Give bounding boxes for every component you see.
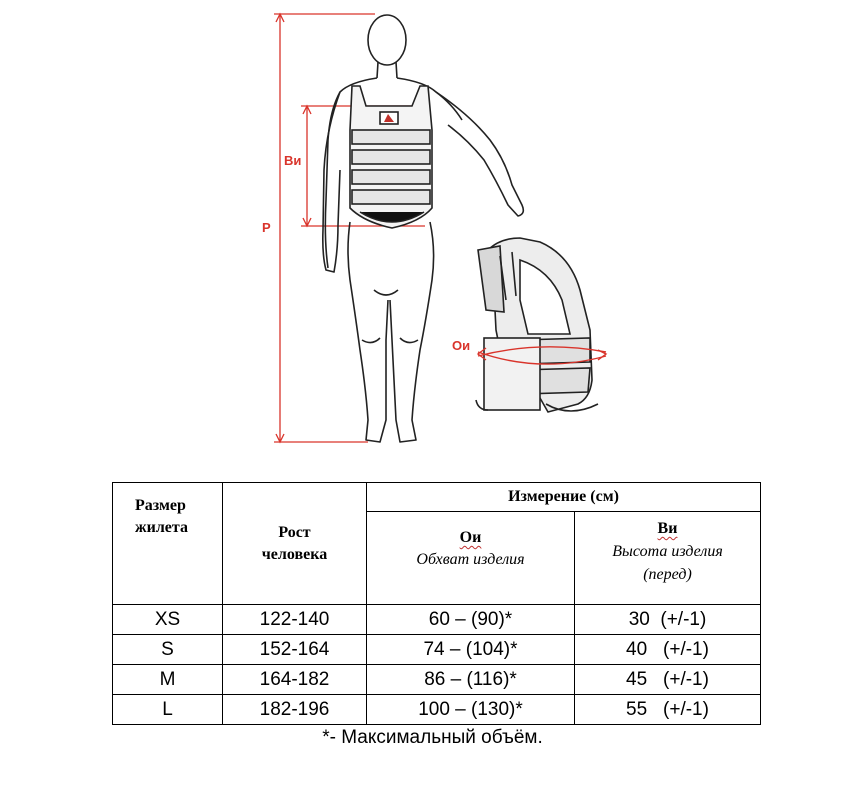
girth-cell: 86 – (116)* (367, 665, 575, 695)
girth-cell: 100 – (130)* (367, 695, 575, 725)
vest-height-column-header (575, 512, 761, 605)
height-dimension (274, 14, 375, 442)
girth-cell: 74 – (104)* (367, 635, 575, 665)
height-cell: 122-140 (223, 605, 367, 635)
vest-height-label: Ви (284, 153, 302, 168)
table-row (113, 665, 761, 695)
height-cell: 182-196 (223, 695, 367, 725)
table-row (113, 695, 761, 725)
measurement-title: Измерение (см) (508, 488, 619, 505)
size-cell: XS (113, 605, 223, 635)
girth-abbr: Ои (459, 529, 482, 546)
vest-height-cell: 40 (+/-1) (575, 635, 761, 665)
girth-column-header (367, 512, 575, 605)
vest-height-cell: 45 (+/-1) (575, 665, 761, 695)
height-column-title: Рост человека (261, 523, 328, 563)
size-column-header (113, 483, 223, 605)
vest-height-cell: 30 (+/-1) (575, 605, 761, 635)
vest-height-abbr: Ви (657, 520, 678, 537)
girth-label: Ои (452, 338, 471, 353)
size-cell: S (113, 635, 223, 665)
vest-detail-drawing (476, 238, 598, 412)
height-label: Р (262, 220, 271, 235)
size-cell: L (113, 695, 223, 725)
table-row (113, 635, 761, 665)
size-cell: M (113, 665, 223, 695)
size-table (112, 482, 761, 725)
footnote: *- Максимальный объём. (322, 727, 543, 748)
girth-cell: 60 – (90)* (367, 605, 575, 635)
vest-height-cell: 55 (+/-1) (575, 695, 761, 725)
height-cell: 152-164 (223, 635, 367, 665)
vest-on-figure (350, 86, 432, 228)
girth-description: Обхват изделия (416, 551, 525, 568)
height-column-header (223, 483, 367, 605)
vest-height-description: Высота изделия (перед) (612, 543, 723, 583)
height-cell: 164-182 (223, 665, 367, 695)
table-row (113, 605, 761, 635)
measurement-header (367, 483, 761, 512)
size-column-title: Размер жилета (135, 497, 188, 536)
